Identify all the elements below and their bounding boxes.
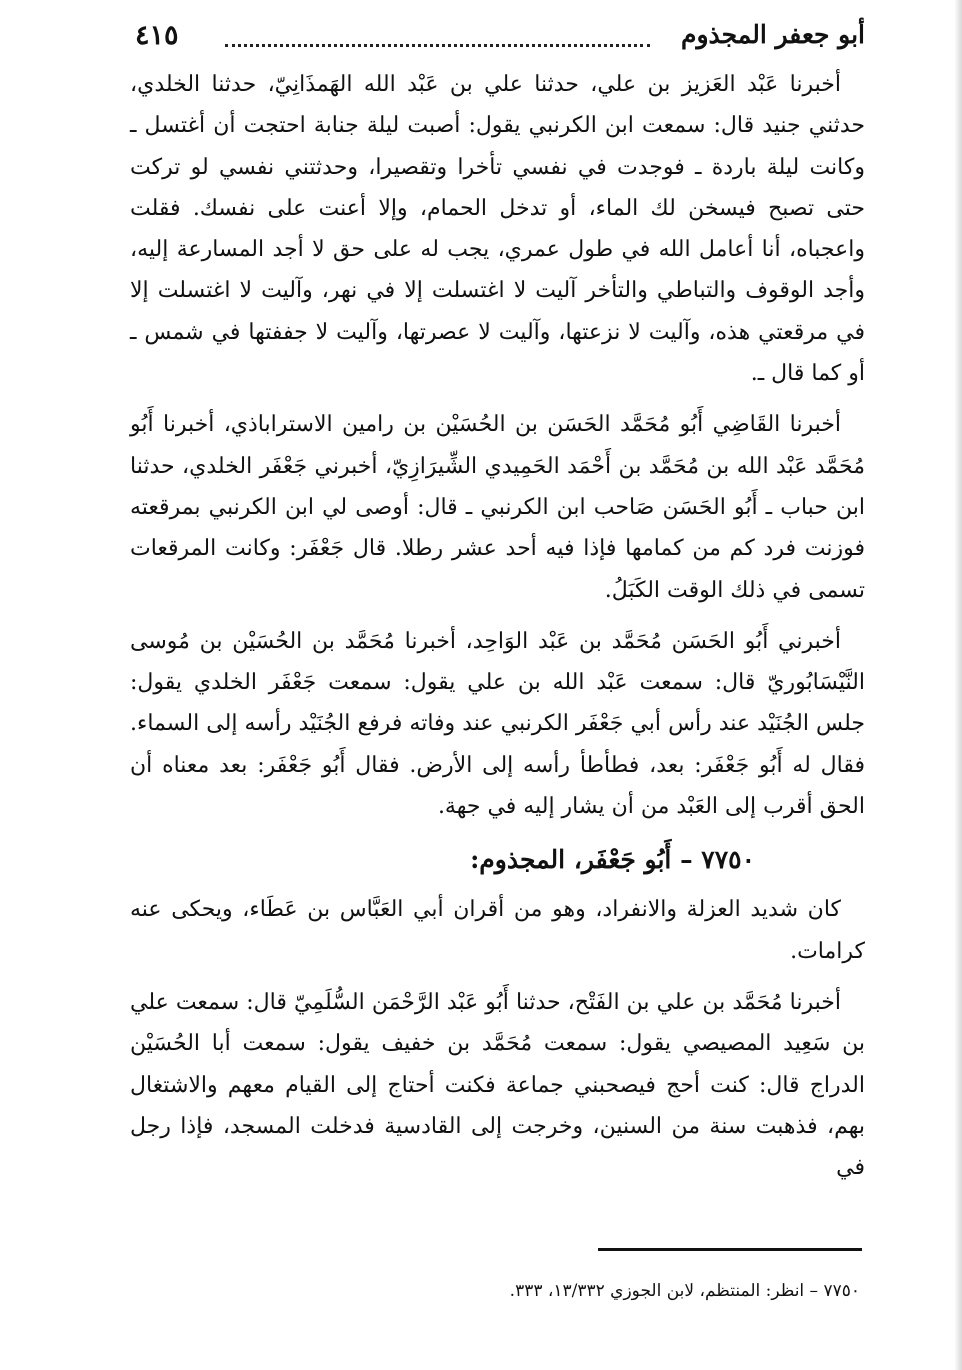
running-title: أبو جعفر المجذوم <box>680 20 865 49</box>
page-edge-shadow <box>954 0 962 1370</box>
page-number: ٤١٥ <box>135 20 179 51</box>
paragraph: كان شديد العزلة والانفراد، وهو من أقران أبي العَبَّاس بن عَطَاء، ويحكى عنه كرامات. <box>130 897 865 964</box>
main-text <box>130 64 865 1198</box>
footnote: ٧٧٥٠ – انظر: المنتظم، لابن الجوزي ١٣/٣٣٢، ٣٣٣. <box>509 1281 860 1301</box>
paragraph: أخبرني أَبُو الحَسَن مُحَمَّد بن عَبْد الوَاحِد، أخبرنا مُحَمَّد بن الحُسَيْن بن مُوسى النَّيْسَابُوريّ قال: سمعت عَبْد الله بن علي يقول: سمعت جَعْفَر الخلدي يقول: جلس الجُنَيْد عند رأس أبي جَعْفَر الكرنبي عند وفاته فرفع الجُنَيْد رأسه إلى السماء. فقال له أَبُو جَعْفَر: بعد، فطأطأ رأسه إلى الأرض. فقال أَبُو جَعْفَر: بعد معناه أن الحق أقرب إلى العَبْد من أن يشار إليه في جهة. <box>130 628 865 820</box>
entry-heading: ٧٧٥٠ – أَبُو جَعْفَر، المجذوم: <box>470 845 755 875</box>
footnote-divider <box>598 1248 862 1251</box>
paragraph: أخبرنا مُحَمَّد بن علي بن الفَتْح، حدثنا أَبُو عَبْد الرَّحْمَن السُّلَمِيّ قال: سمعت علي بن سَعِيد المصيصي يقول: سمعت مُحَمَّد بن خفيف يقول: سمعت أبا الحُسَيْن الدراج قال: كنت أحج فيصحبني جماعة فكنت أحتاج إلى القيام معهم والاشتغال بهم، فذهبت سنة من السنين، وخرجت إلى القادسية فدخلت المسجد، فإذا رجل في <box>130 989 865 1181</box>
paragraph: أخبرنا القَاضِي أَبُو مُحَمَّد الحَسَن بن الحُسَيْن بن رامين الاستراباذي، أخبرنا أَبُو مُحَمَّد عَبْد الله بن مُحَمَّد بن أَحْمَد الحَمِيدي الشِّيرَازِيّ، أخبرني جَعْفَر الخلدي، حدثنا ابن حباب ـ أَبُو الحَسَن صَاحب ابن الكرنبي ـ قال: أوصى لي ابن الكرنبي بمرقعته فوزنت فرد كم من كمامها فإذا فيه أحد عشر رطلا. قال جَعْفَر: وكانت المرقعات تسمى في ذلك الوقت الكَبَلُ. <box>130 412 865 603</box>
page-header <box>135 18 865 62</box>
paragraph: أخبرنا عَبْد العَزيز بن علي، حدثنا علي بن عَبْد الله الهَمذَانِيّ، حدثنا الخلدي، حدثني جنيد قال: سمعت ابن الكرنبي يقول: أصبت ليلة جنابة احتجت أن أغتسل ـ وكانت ليلة باردة ـ فوجدت في نفسي تأخرا وتقصيرا، وحدثتني نفسي لو تركت حتى تصبح فيسخن لك الماء، أو تدخل الحمام، وإلا أعنت على نفسك. فقلت واعجباه، أنا أعامل الله في طول عمري، يجب له على حق لا أجد المسارعة إليه، وأجد الوقوف والتباطي والتأخر آليت لا اغتسلت إلا في نهر، وآليت لا اغتسلت إلا في مرقعتي هذه، وآليت لا نزعتها، وآليت لا عصرتها، وآليت لا جففتها في شمس ـ أو كما قال ـ. <box>130 72 865 387</box>
header-dot-leader <box>225 44 650 47</box>
